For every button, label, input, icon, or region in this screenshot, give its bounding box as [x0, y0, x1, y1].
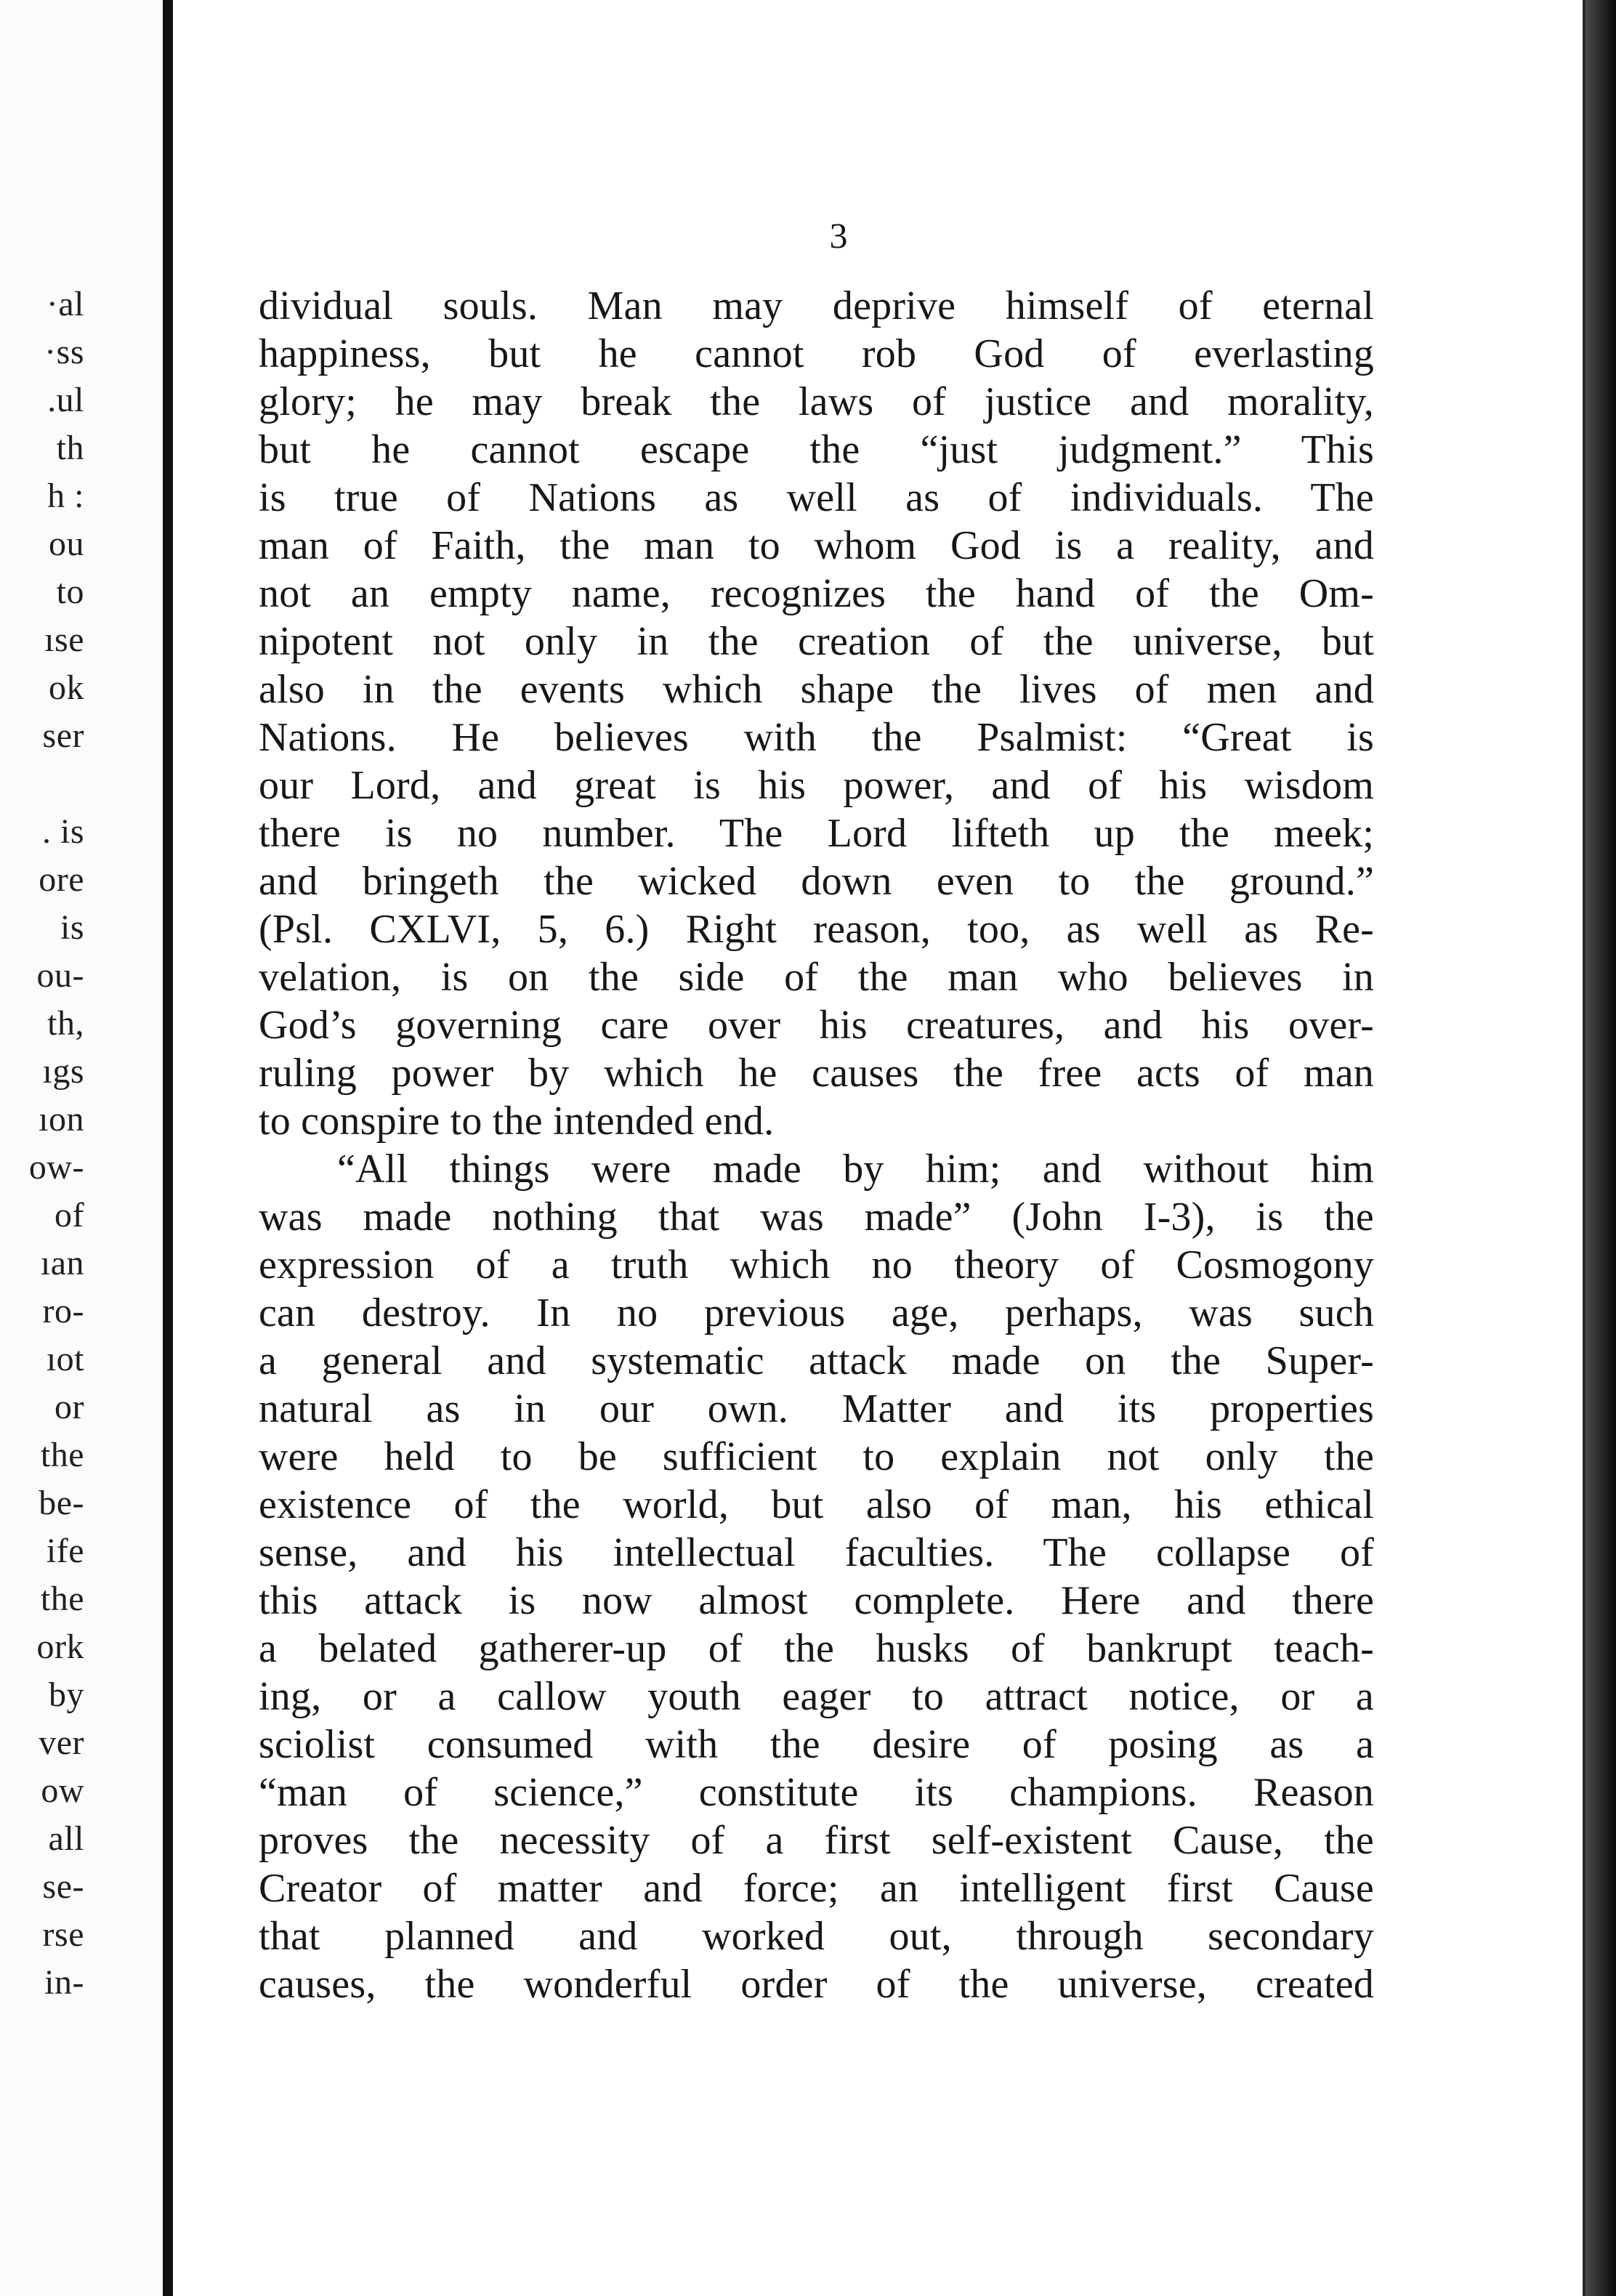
left-fragment: . is: [41, 812, 84, 851]
left-fragment: ow: [41, 1771, 84, 1810]
text-line: that planned and worked out, through secondary: [259, 1914, 1374, 1959]
left-fragment: of: [54, 1196, 84, 1234]
text-line: “man of science,” constitute its champions. Reason: [259, 1770, 1374, 1815]
left-fragment: ·al: [46, 285, 84, 323]
text-line: ing, or a callow youth eager to attract notice, or a: [259, 1674, 1374, 1719]
left-fragment: in-: [44, 1963, 84, 2002]
paragraph-1: [259, 282, 1374, 1145]
page-body-text: [259, 282, 1374, 2008]
text-line: Creator of matter and force; an intelligent first Cause: [259, 1866, 1374, 1911]
text-line: our Lord, and great is his power, and of his wisdom: [259, 763, 1374, 808]
text-line: a belated gatherer-up of the husks of bankrupt teach-: [259, 1626, 1374, 1671]
text-line: (Psl. CXLVI, 5, 6.) Right reason, too, as well as Re-: [259, 907, 1374, 952]
left-fragment: rse: [42, 1915, 84, 1954]
text-line: were held to be sufficient to explain not only the: [259, 1434, 1374, 1479]
left-fragment: h :: [47, 477, 84, 515]
text-line: and bringeth the wicked down even to the ground.”: [259, 859, 1374, 904]
text-line: natural as in our own. Matter and its properties: [259, 1386, 1374, 1431]
text-line: sciolist consumed with the desire of posing as a: [259, 1722, 1374, 1767]
left-fragment: ıot: [46, 1340, 84, 1378]
text-line: to conspire to the intended end.: [259, 1099, 775, 1144]
left-fragment: ow-: [28, 1148, 84, 1187]
left-fragment-gap: [0, 760, 84, 808]
left-fragment: ıgs: [42, 1052, 84, 1091]
left-fragment: ore: [39, 860, 84, 899]
text-line: causes, the wonderful order of the universe, created: [259, 1962, 1374, 2007]
left-fragment: .ul: [47, 381, 84, 419]
left-fragment: th: [56, 429, 84, 467]
left-fragment: be-: [39, 1484, 84, 1522]
text-line: velation, is on the side of the man who believes in: [259, 955, 1374, 1000]
text-line: man of Faith, the man to whom God is a reality, and: [259, 523, 1374, 568]
text-line: happiness, but he cannot rob God of everlasting: [259, 331, 1374, 376]
text-line: “All things were made by him; and without him: [337, 1147, 1374, 1192]
text-line: existence of the world, but also of man, his ethical: [259, 1482, 1374, 1527]
page-number: 3: [829, 215, 848, 256]
text-line: God’s governing care over his creatures, and his over-: [259, 1003, 1374, 1048]
left-fragment: se-: [42, 1867, 84, 1906]
left-fragment: ou: [49, 525, 84, 563]
left-fragment: by: [49, 1675, 84, 1714]
left-fragment: ·ss: [44, 333, 84, 371]
text-line: there is no number. The Lord lifteth up the meek;: [259, 811, 1374, 856]
book-gutter-shadow: [163, 0, 173, 2296]
left-page-fragments: [0, 280, 84, 2024]
text-line: expression of a truth which no theory of Cosmogony: [259, 1242, 1374, 1288]
paragraph-2: [259, 1145, 1374, 2008]
text-line: was made nothing that was made” (John I-3), is the: [259, 1195, 1374, 1240]
text-line: can destroy. In no previous age, perhaps, was such: [259, 1290, 1374, 1335]
left-fragment: is: [60, 908, 84, 947]
left-fragment: ok: [49, 668, 84, 707]
text-line: also in the events which shape the lives of men and: [259, 667, 1374, 712]
text-line: is true of Nations as well as of individuals. The: [259, 475, 1374, 520]
left-fragment: th,: [47, 1004, 84, 1043]
left-fragment: ou-: [36, 956, 84, 995]
left-fragment: ork: [36, 1628, 84, 1666]
text-line: this attack is now almost complete. Here and there: [259, 1578, 1374, 1623]
text-line: not an empty name, recognizes the hand of the Om-: [259, 571, 1374, 616]
left-fragment: ser: [42, 716, 84, 755]
right-scan-shadow: [1585, 0, 1616, 2296]
text-line: Nations. He believes with the Psalmist: “Great is: [259, 715, 1374, 760]
text-line: ruling power by which he causes the free acts of man: [259, 1051, 1374, 1096]
text-line: proves the necessity of a first self-existent Cause, the: [259, 1818, 1374, 1863]
left-fragment: to: [56, 573, 84, 611]
left-fragment: the: [40, 1580, 84, 1618]
text-line: sense, and his intellectual faculties. The collapse of: [259, 1530, 1374, 1575]
left-fragment: ıse: [44, 621, 84, 659]
left-fragment: ıon: [39, 1100, 84, 1139]
left-fragment: ro-: [42, 1292, 84, 1330]
left-fragment: the: [40, 1436, 84, 1474]
left-fragment: all: [48, 1819, 84, 1858]
left-fragment: ıan: [40, 1244, 84, 1282]
text-line: a general and systematic attack made on the Super-: [259, 1338, 1374, 1383]
text-line: glory; he may break the laws of justice and morality,: [259, 379, 1374, 424]
text-line: nipotent not only in the creation of the universe, but: [259, 619, 1374, 664]
text-line: but he cannot escape the “just judgment.” This: [259, 427, 1374, 472]
left-fragment: or: [54, 1388, 84, 1426]
left-fragment: ife: [46, 1532, 84, 1570]
left-fragment: ver: [39, 1723, 84, 1762]
text-line: dividual souls. Man may deprive himself of eternal: [259, 283, 1374, 328]
